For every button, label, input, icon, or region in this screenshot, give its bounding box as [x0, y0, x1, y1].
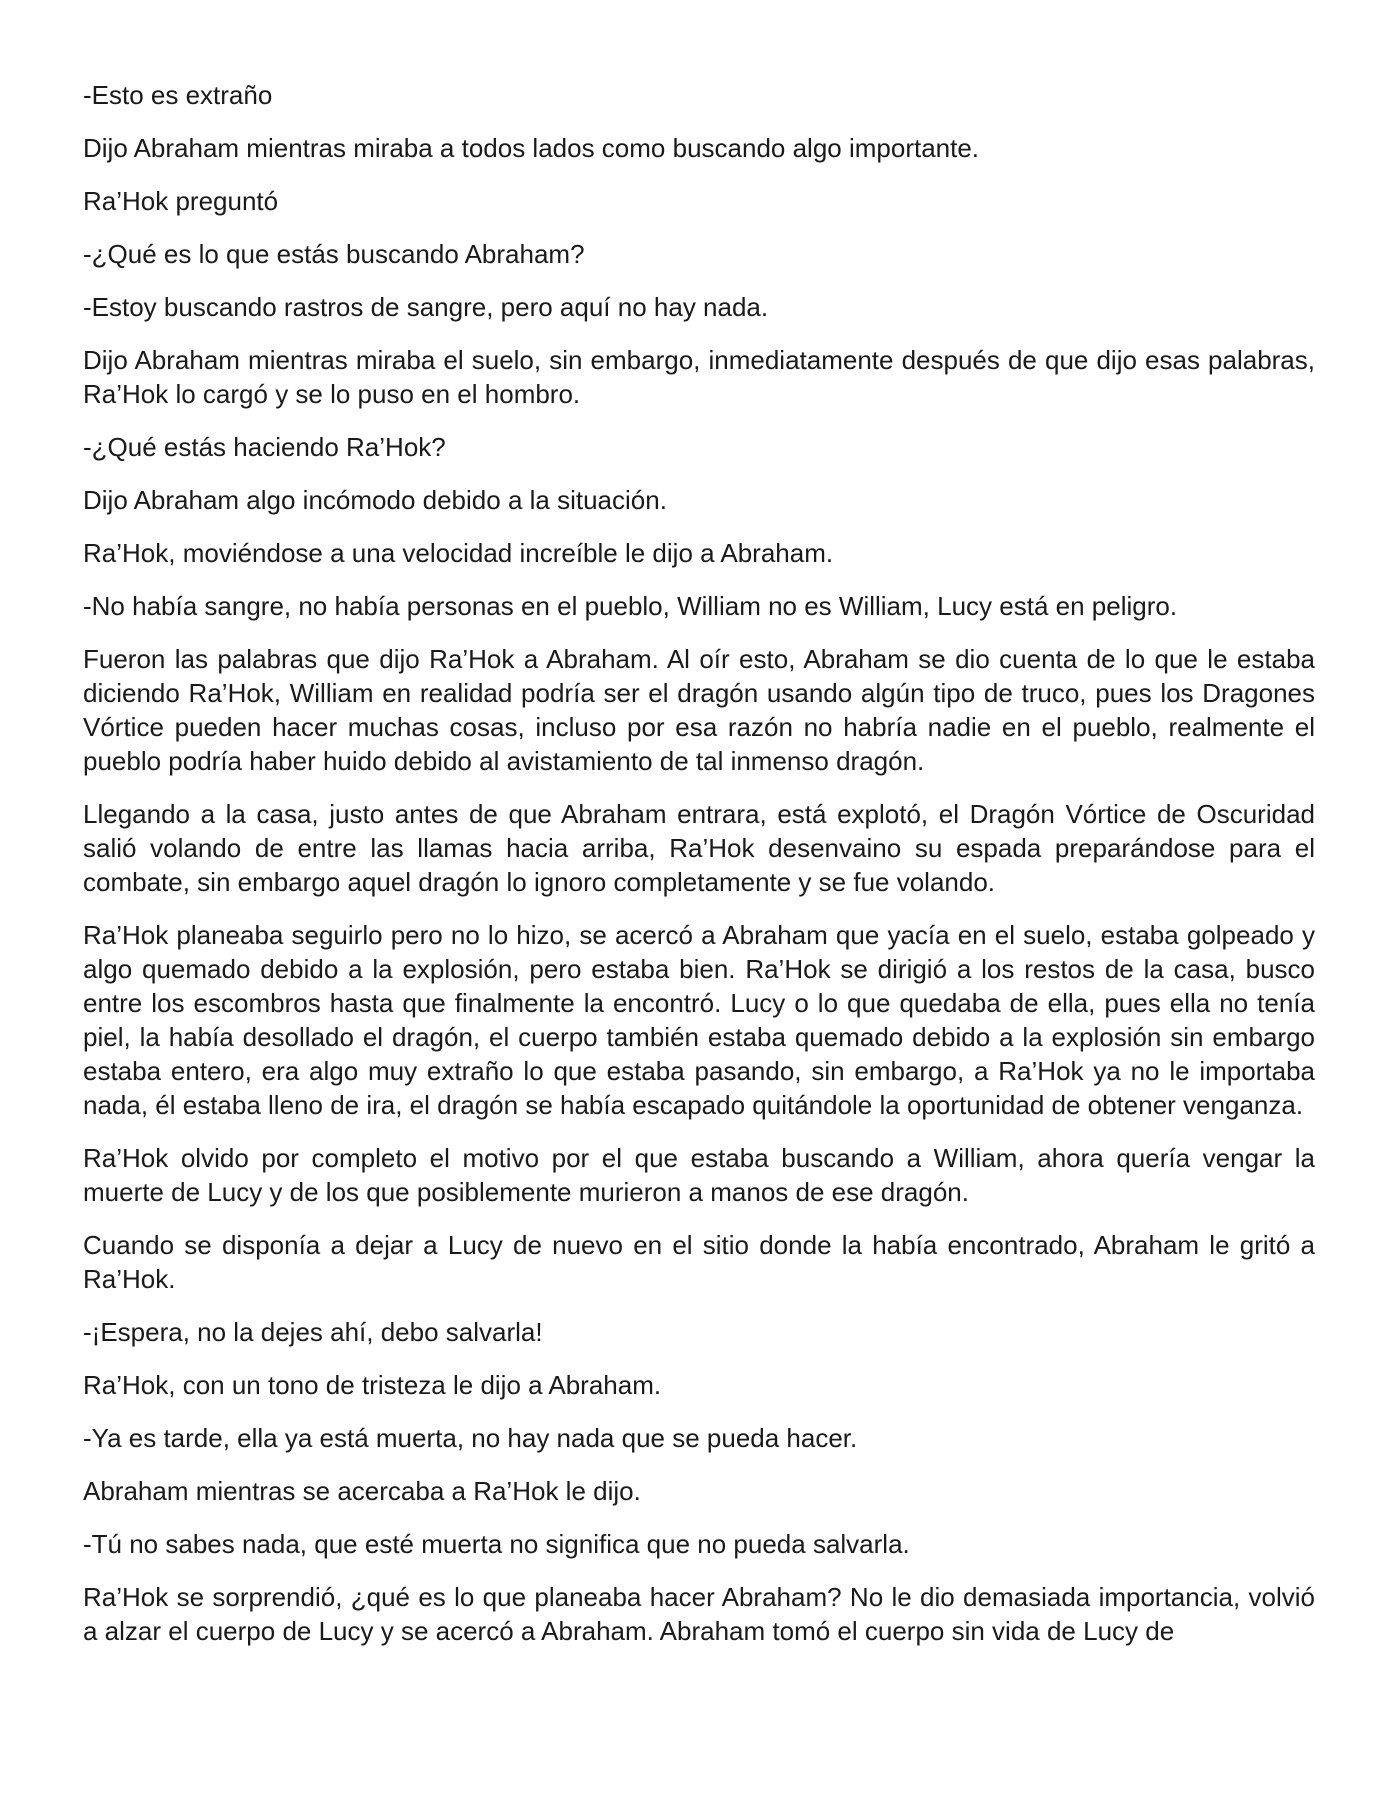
paragraph: -Esto es extraño	[83, 80, 273, 110]
document-page	[83, 78, 1315, 1667]
paragraph: Ra’Hok preguntó	[83, 186, 279, 216]
paragraph: Dijo Abraham algo incómodo debido a la situación.	[83, 485, 667, 515]
paragraph: Ra’Hok se sorprendió, ¿qué es lo que planeaba hacer Abraham? No le dio demasiada importancia, volvió a alzar el cuerpo de Lucy y se acercó a Abraham. Abraham tomó el cuerpo sin vida de Lucy de	[83, 1582, 1315, 1646]
paragraph: -¡Espera, no la dejes ahí, debo salvarla!	[83, 1317, 543, 1347]
paragraph: -Ya es tarde, ella ya está muerta, no hay nada que se pueda hacer.	[83, 1423, 858, 1453]
paragraph: -Estoy buscando rastros de sangre, pero aquí no hay nada.	[83, 292, 769, 322]
paragraph: Ra’Hok, moviéndose a una velocidad increíble le dijo a Abraham.	[83, 538, 834, 568]
paragraph: Ra’Hok olvido por completo el motivo por el que estaba buscando a William, ahora quería vengar la muerte de Lucy y de los que posiblemente murieron a manos de ese dragón.	[83, 1143, 1315, 1207]
paragraph: -No había sangre, no había personas en el pueblo, William no es William, Lucy está en peligro.	[83, 591, 1178, 621]
paragraph: Abraham mientras se acercaba a Ra’Hok le dijo.	[83, 1476, 641, 1506]
paragraph: Dijo Abraham mientras miraba a todos lados como buscando algo importante.	[83, 133, 980, 163]
paragraph: -¿Qué estás haciendo Ra’Hok?	[83, 432, 446, 462]
paragraph: Dijo Abraham mientras miraba el suelo, sin embargo, inmediatamente después de que dijo esas palabras, Ra’Hok lo cargó y se lo puso en el hombro.	[83, 345, 1315, 409]
paragraph: -¿Qué es lo que estás buscando Abraham?	[83, 239, 585, 269]
paragraph: Llegando a la casa, justo antes de que Abraham entrara, está explotó, el Dragón Vórtice de Oscuridad salió volando de entre las llamas hacia arriba, Ra’Hok desenvaino su espada preparándose para el combate, sin embargo aquel dragón lo ignoro completamente y se fue volando.	[83, 799, 1315, 897]
paragraph: Fueron las palabras que dijo Ra’Hok a Abraham. Al oír esto, Abraham se dio cuenta de lo que le estaba diciendo Ra’Hok, William en realidad podría ser el dragón usando algún tipo de truco, pues los Dragones Vórtice pueden hacer muchas cosas, incluso por esa razón no habría nadie en el pueblo, realmente el pueblo podría haber huido debido al avistamiento de tal inmenso dragón.	[83, 644, 1315, 776]
paragraph: Ra’Hok, con un tono de tristeza le dijo a Abraham.	[83, 1370, 662, 1400]
paragraph: Ra’Hok planeaba seguirlo pero no lo hizo, se acercó a Abraham que yacía en el suelo, estaba golpeado y algo quemado debido a la explosión, pero estaba bien. Ra’Hok se dirigió a los restos de la casa, busco entre los escombros hasta que finalmente la encontró. Lucy o lo que quedaba de ella, pues ella no tenía piel, la había desollado el dragón, el cuerpo también estaba quemado debido a la explosión sin embargo estaba entero, era algo muy extraño lo que estaba pasando, sin embargo, a Ra’Hok ya no le importaba nada, él estaba lleno de ira, el dragón se había escapado quitándole la oportunidad de obtener venganza.	[83, 920, 1315, 1120]
paragraph: -Tú no sabes nada, que esté muerta no significa que no pueda salvarla.	[83, 1529, 910, 1559]
paragraph: Cuando se disponía a dejar a Lucy de nuevo en el sitio donde la había encontrado, Abraham le gritó a Ra’Hok.	[83, 1230, 1315, 1294]
